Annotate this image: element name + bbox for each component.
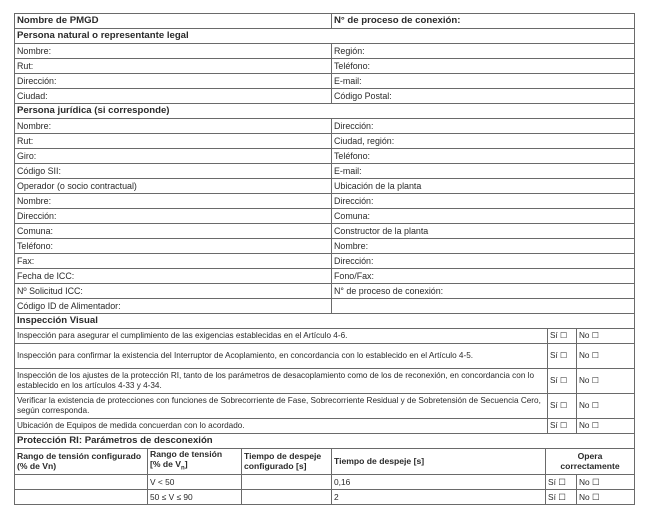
field-label[interactable]: Ciudad, región: — [332, 134, 635, 149]
field-label[interactable]: E-mail: — [332, 164, 635, 179]
juridica-row — [15, 179, 635, 194]
natural-row — [15, 59, 635, 74]
rango-tension-line2: [% de V — [150, 459, 182, 469]
field-label[interactable]: Ciudad: — [15, 89, 332, 104]
juridica-row — [15, 194, 635, 209]
no-checkbox[interactable]: No ☐ — [577, 344, 635, 369]
protection-row — [15, 489, 635, 504]
section-title: Inspección Visual — [15, 314, 635, 329]
juridica-row — [15, 299, 635, 314]
field-label[interactable]: Rut: — [15, 59, 332, 74]
field-label[interactable]: Nombre: — [15, 119, 332, 134]
section-inspeccion-visual — [15, 314, 635, 329]
natural-row — [15, 44, 635, 59]
field-label[interactable]: N° de proceso de conexión: — [332, 284, 635, 299]
yes-checkbox[interactable]: Sí ☐ — [548, 369, 577, 394]
section-title: Persona natural o representante legal — [15, 29, 635, 44]
juridica-row — [15, 164, 635, 179]
yes-checkbox[interactable]: Sí ☐ — [548, 394, 577, 419]
natural-row — [15, 74, 635, 89]
col-header-tiempo-despeje: Tiempo de despeje [s] — [332, 449, 546, 475]
col-header-rango-configurado: Rango de tensión configurado (% de Vn) — [15, 449, 148, 475]
field-label[interactable]: Giro: — [15, 149, 332, 164]
juridica-row — [15, 119, 635, 134]
inspection-row — [15, 369, 635, 394]
inspection-text: Verificar la existencia de protecciones con funciones de Sobrecorriente de Fase, Sobrecorriente Residual y de Sobretensión de Secuencia Cero, según corresponda. — [15, 394, 548, 419]
field-label[interactable]: Dirección: — [15, 74, 332, 89]
field-label[interactable]: Nº Solicitud ICC: — [15, 284, 332, 299]
inspection-row — [15, 394, 635, 419]
protection-header-row — [15, 449, 635, 475]
field-label[interactable]: Nombre: — [332, 239, 635, 254]
yes-checkbox[interactable]: Sí ☐ — [548, 329, 577, 344]
rango-configurado-cell[interactable] — [15, 474, 148, 489]
rango-tension-cell: 50 ≤ V ≤ 90 — [148, 489, 242, 504]
header-row — [15, 14, 635, 29]
field-label[interactable]: Dirección: — [15, 209, 332, 224]
field-label: Ubicación de la planta — [332, 179, 635, 194]
juridica-row — [15, 134, 635, 149]
field-value-empty[interactable] — [332, 299, 635, 314]
juridica-row — [15, 209, 635, 224]
field-label[interactable]: Código SII: — [15, 164, 332, 179]
connection-form-table — [14, 13, 635, 505]
col-header-opera: Opera correctamente — [546, 449, 635, 475]
juridica-row — [15, 254, 635, 269]
inspection-text: Inspección de los ajustes de la protección RI, tanto de los parámetros de desacoplamiento como de los de reconexión, en concordancia con lo establecido en los artículos 4-33 y 4-34. — [15, 369, 548, 394]
field-label[interactable]: Nombre: — [15, 194, 332, 209]
section-title: Protección RI: Parámetros de desconexión — [15, 434, 635, 449]
inspection-row — [15, 419, 635, 434]
field-label[interactable]: Fono/Fax: — [332, 269, 635, 284]
juridica-row — [15, 149, 635, 164]
section-persona-natural — [15, 29, 635, 44]
field-label[interactable]: Código ID de Alimentador: — [15, 299, 332, 314]
rango-tension-subscript: n — [181, 465, 185, 472]
juridica-row — [15, 269, 635, 284]
form-sheet — [14, 13, 634, 505]
inspection-row — [15, 344, 635, 369]
no-checkbox[interactable]: No ☐ — [577, 369, 635, 394]
rango-configurado-cell[interactable] — [15, 489, 148, 504]
no-checkbox[interactable]: No ☐ — [577, 394, 635, 419]
field-label[interactable]: Comuna: — [15, 224, 332, 239]
field-label[interactable]: Dirección: — [332, 194, 635, 209]
section-persona-juridica — [15, 104, 635, 119]
inspection-text: Inspección para asegurar el cumplimiento de las exigencias establecidas en el Artículo 4-6. — [15, 329, 548, 344]
protection-row — [15, 474, 635, 489]
rango-tension-cell: V < 50 — [148, 474, 242, 489]
pmgd-name-label: Nombre de PMGD — [15, 14, 332, 29]
field-label[interactable]: Fax: — [15, 254, 332, 269]
yes-checkbox[interactable]: Sí ☐ — [548, 419, 577, 434]
field-label[interactable]: Teléfono: — [15, 239, 332, 254]
yes-checkbox[interactable]: Sí ☐ — [546, 489, 577, 504]
section-title: Persona jurídica (si corresponde) — [15, 104, 635, 119]
juridica-row — [15, 224, 635, 239]
field-label[interactable]: Dirección: — [332, 254, 635, 269]
rango-tension-line1: Rango de tensión — [150, 449, 223, 459]
no-checkbox[interactable]: No ☐ — [577, 329, 635, 344]
field-label[interactable]: E-mail: — [332, 74, 635, 89]
no-checkbox[interactable]: No ☐ — [577, 474, 635, 489]
natural-row — [15, 89, 635, 104]
no-checkbox[interactable]: No ☐ — [577, 419, 635, 434]
field-label[interactable]: Dirección: — [332, 119, 635, 134]
field-label[interactable]: Fecha de ICC: — [15, 269, 332, 284]
no-checkbox[interactable]: No ☐ — [577, 489, 635, 504]
section-proteccion-ri — [15, 434, 635, 449]
yes-checkbox[interactable]: Sí ☐ — [548, 344, 577, 369]
tiempo-configurado-cell[interactable] — [242, 474, 332, 489]
rango-tension-close: ] — [184, 459, 188, 469]
juridica-row — [15, 284, 635, 299]
tiempo-configurado-cell[interactable] — [242, 489, 332, 504]
col-header-rango-tension — [148, 449, 242, 475]
field-label[interactable]: Código Postal: — [332, 89, 635, 104]
connection-process-label: N° de proceso de conexión: — [332, 14, 635, 29]
tiempo-despeje-cell: 0,16 — [332, 474, 546, 489]
field-label: Constructor de la planta — [332, 224, 635, 239]
field-label[interactable]: Nombre: — [15, 44, 332, 59]
yes-checkbox[interactable]: Sí ☐ — [546, 474, 577, 489]
inspection-text: Ubicación de Equipos de medida concuerdan con lo acordado. — [15, 419, 548, 434]
inspection-row — [15, 329, 635, 344]
col-header-tiempo-configurado: Tiempo de despeje configurado [s] — [242, 449, 332, 475]
field-label[interactable]: Región: — [332, 44, 635, 59]
field-label: Operador (o socio contractual) — [15, 179, 332, 194]
inspection-text: Inspección para confirmar la existencia del Interruptor de Acoplamiento, en concordancia con lo establecido en el Artículo 4-5. — [15, 344, 548, 369]
tiempo-despeje-cell: 2 — [332, 489, 546, 504]
field-label[interactable]: Comuna: — [332, 209, 635, 224]
juridica-row — [15, 239, 635, 254]
field-label[interactable]: Teléfono: — [332, 149, 635, 164]
field-label[interactable]: Teléfono: — [332, 59, 635, 74]
field-label[interactable]: Rut: — [15, 134, 332, 149]
